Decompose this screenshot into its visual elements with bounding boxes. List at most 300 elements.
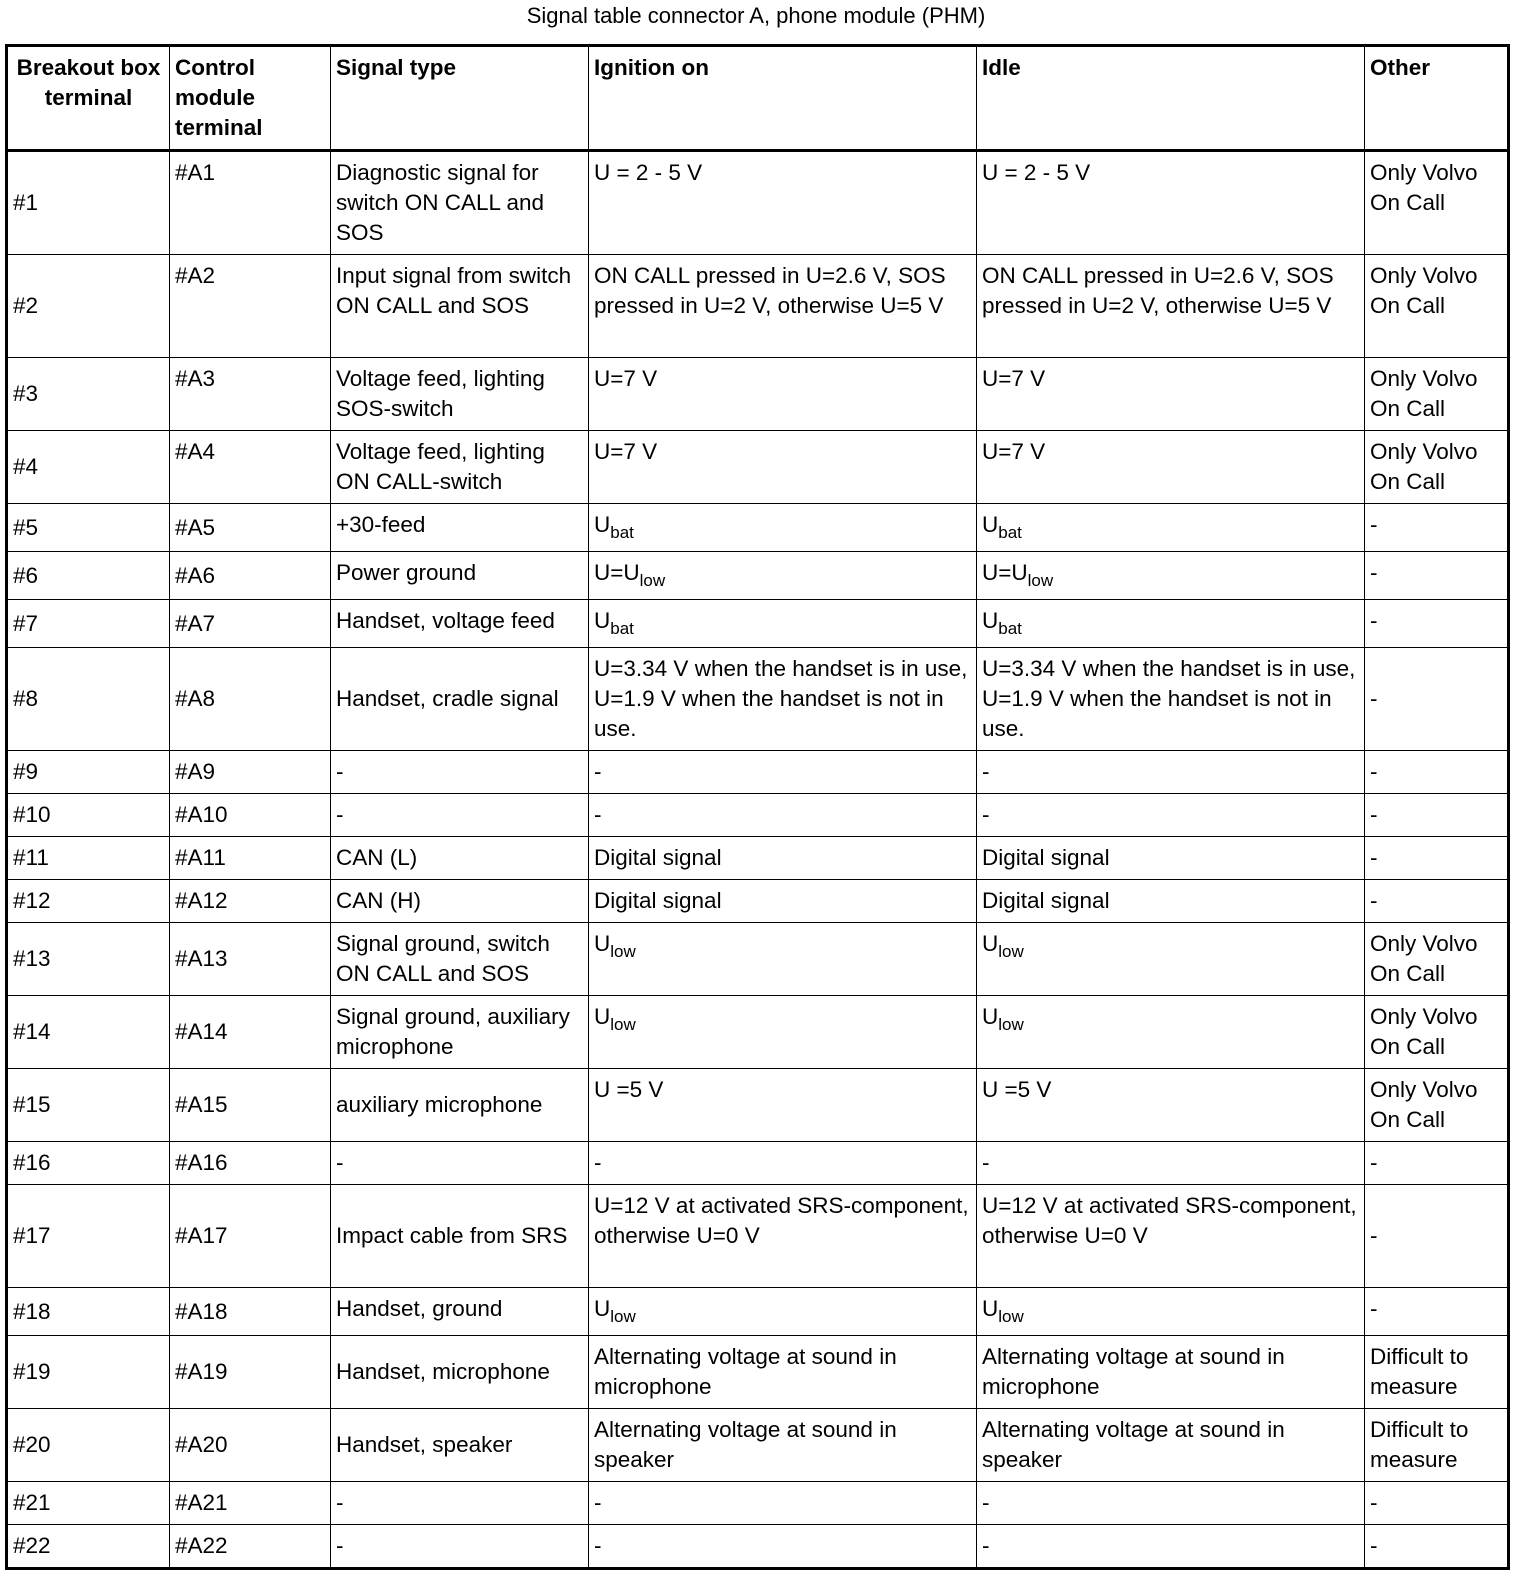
cell-breakout-terminal bbox=[7, 1142, 170, 1185]
cell-breakout-terminal bbox=[7, 1069, 170, 1142]
cell-other bbox=[1365, 1185, 1509, 1288]
cell-ignition-on bbox=[589, 1409, 977, 1482]
cell-breakout-terminal-text: #3 bbox=[13, 381, 39, 406]
cell-control-module-terminal-text: #A5 bbox=[175, 514, 216, 540]
cell-idle-text: Alternating voltage at sound in microphone bbox=[982, 1344, 1285, 1399]
cell-ignition-on bbox=[589, 648, 977, 751]
cell-breakout-terminal-text: #6 bbox=[13, 562, 39, 588]
cell-other-text: - bbox=[1370, 512, 1378, 537]
cell-idle-text: U bbox=[982, 608, 999, 633]
cell-signal-type bbox=[331, 1069, 589, 1142]
cell-signal-type-text: Voltage feed, lighting SOS-switch bbox=[336, 366, 545, 421]
header-row bbox=[7, 46, 1509, 151]
cell-control-module-terminal-text: #A11 bbox=[175, 845, 226, 870]
cell-signal-type-text: +30-feed bbox=[336, 512, 426, 537]
table-row bbox=[7, 431, 1509, 504]
table-row bbox=[7, 151, 1509, 255]
cell-idle-text: U bbox=[982, 1004, 999, 1029]
cell-idle bbox=[977, 837, 1365, 880]
cell-other-text: Only Volvo On Call bbox=[1370, 1077, 1478, 1132]
cell-control-module-terminal bbox=[170, 1525, 331, 1569]
cell-ignition-on bbox=[589, 751, 977, 794]
cell-signal-type-text: - bbox=[336, 1533, 344, 1558]
cell-ignition-on bbox=[589, 552, 977, 600]
cell-other bbox=[1365, 504, 1509, 552]
cell-ignition-on-text: Digital signal bbox=[594, 845, 722, 870]
cell-control-module-terminal-text: #A12 bbox=[175, 888, 228, 913]
table-row bbox=[7, 880, 1509, 923]
cell-other bbox=[1365, 648, 1509, 751]
cell-other-text: - bbox=[1370, 1150, 1378, 1175]
cell-ignition-on-text: U=U bbox=[594, 560, 640, 585]
cell-signal-type-text: - bbox=[336, 802, 344, 827]
cell-breakout-terminal-text: #18 bbox=[13, 1298, 51, 1324]
cell-ignition-on bbox=[589, 1336, 977, 1409]
cell-signal-type-text: Handset, cradle signal bbox=[336, 686, 559, 711]
cell-idle-text: - bbox=[982, 802, 990, 827]
cell-other bbox=[1365, 1482, 1509, 1525]
cell-control-module-terminal bbox=[170, 1142, 331, 1185]
header-other: Other bbox=[1365, 46, 1509, 151]
cell-control-module-terminal bbox=[170, 996, 331, 1069]
cell-ignition-on bbox=[589, 794, 977, 837]
cell-breakout-terminal bbox=[7, 358, 170, 431]
cell-control-module-terminal-text: #A17 bbox=[175, 1223, 228, 1248]
cell-signal-type-text: - bbox=[336, 1490, 344, 1515]
cell-idle bbox=[977, 255, 1365, 358]
table-row bbox=[7, 552, 1509, 600]
cell-breakout-terminal bbox=[7, 751, 170, 794]
cell-control-module-terminal-text: #A10 bbox=[175, 802, 228, 827]
cell-breakout-terminal-text: #10 bbox=[13, 802, 51, 827]
cell-ignition-on-text: U=7 V bbox=[594, 439, 658, 464]
cell-breakout-terminal-text: #15 bbox=[13, 1092, 51, 1117]
cell-idle-text: U=3.34 V when the handset is in use, U=1.9 V when the handset is not in use. bbox=[982, 656, 1356, 741]
cell-breakout-terminal-text: #17 bbox=[13, 1223, 51, 1248]
cell-other bbox=[1365, 1142, 1509, 1185]
cell-idle-text: - bbox=[982, 1150, 990, 1175]
cell-other-text: - bbox=[1370, 759, 1378, 784]
cell-idle bbox=[977, 751, 1365, 794]
cell-ignition-on-text: - bbox=[594, 1490, 602, 1515]
table-row bbox=[7, 923, 1509, 996]
cell-other bbox=[1365, 923, 1509, 996]
cell-idle bbox=[977, 1185, 1365, 1288]
cell-control-module-terminal bbox=[170, 151, 331, 255]
cell-signal-type bbox=[331, 1409, 589, 1482]
cell-control-module-terminal-text: #A19 bbox=[175, 1359, 228, 1384]
cell-ignition-on-subscript: low bbox=[610, 1015, 636, 1034]
cell-idle bbox=[977, 1142, 1365, 1185]
cell-idle-text: U=U bbox=[982, 560, 1028, 585]
cell-other-text: Only Volvo On Call bbox=[1370, 1004, 1478, 1059]
cell-breakout-terminal bbox=[7, 600, 170, 648]
cell-ignition-on-subscript: low bbox=[610, 1307, 636, 1326]
cell-breakout-terminal-text: #8 bbox=[13, 686, 39, 711]
cell-ignition-on bbox=[589, 358, 977, 431]
cell-ignition-on bbox=[589, 996, 977, 1069]
cell-signal-type bbox=[331, 255, 589, 358]
cell-other bbox=[1365, 1069, 1509, 1142]
table-row bbox=[7, 358, 1509, 431]
cell-signal-type bbox=[331, 1288, 589, 1336]
cell-idle bbox=[977, 996, 1365, 1069]
cell-control-module-terminal-text: #A2 bbox=[175, 263, 216, 288]
cell-other-text: - bbox=[1370, 1533, 1378, 1558]
cell-signal-type-text: - bbox=[336, 1150, 344, 1175]
cell-idle bbox=[977, 1409, 1365, 1482]
cell-ignition-on-text: U bbox=[594, 1296, 611, 1321]
cell-signal-type-text: Signal ground, switch ON CALL and SOS bbox=[336, 931, 550, 986]
cell-signal-type bbox=[331, 996, 589, 1069]
cell-signal-type-text: Handset, voltage feed bbox=[336, 608, 555, 633]
cell-control-module-terminal bbox=[170, 1185, 331, 1288]
cell-ignition-on bbox=[589, 1142, 977, 1185]
cell-signal-type-text: Voltage feed, lighting ON CALL-switch bbox=[336, 439, 545, 494]
table-row bbox=[7, 648, 1509, 751]
cell-control-module-terminal bbox=[170, 1336, 331, 1409]
cell-control-module-terminal bbox=[170, 1288, 331, 1336]
cell-breakout-terminal bbox=[7, 504, 170, 552]
cell-control-module-terminal bbox=[170, 880, 331, 923]
table-row bbox=[7, 751, 1509, 794]
cell-other bbox=[1365, 255, 1509, 358]
cell-ignition-on bbox=[589, 504, 977, 552]
cell-breakout-terminal bbox=[7, 431, 170, 504]
table-row bbox=[7, 1069, 1509, 1142]
cell-signal-type-text: Handset, microphone bbox=[336, 1359, 550, 1384]
table-row bbox=[7, 1288, 1509, 1336]
cell-breakout-terminal-text: #4 bbox=[13, 454, 39, 479]
cell-breakout-terminal bbox=[7, 648, 170, 751]
cell-other-text: Only Volvo On Call bbox=[1370, 263, 1478, 318]
cell-idle-text: - bbox=[982, 1490, 990, 1515]
cell-other bbox=[1365, 1409, 1509, 1482]
table-row bbox=[7, 600, 1509, 648]
cell-breakout-terminal bbox=[7, 1409, 170, 1482]
cell-other-text: Only Volvo On Call bbox=[1370, 366, 1478, 421]
cell-control-module-terminal bbox=[170, 648, 331, 751]
header-ignition-on: Ignition on bbox=[589, 46, 977, 151]
cell-ignition-on-text: - bbox=[594, 759, 602, 784]
cell-idle-text: U bbox=[982, 512, 999, 537]
cell-idle-text: Alternating voltage at sound in speaker bbox=[982, 1417, 1285, 1472]
header-control-module-terminal: Control module terminal bbox=[170, 46, 331, 151]
cell-idle bbox=[977, 1069, 1365, 1142]
cell-breakout-terminal-text: #22 bbox=[13, 1533, 51, 1558]
cell-breakout-terminal bbox=[7, 996, 170, 1069]
cell-signal-type-text: Handset, ground bbox=[336, 1296, 503, 1321]
cell-signal-type bbox=[331, 923, 589, 996]
table-row bbox=[7, 837, 1509, 880]
table-row bbox=[7, 1525, 1509, 1569]
cell-ignition-on-text: ON CALL pressed in U=2.6 V, SOS pressed in U=2 V, otherwise U=5 V bbox=[594, 263, 946, 318]
cell-ignition-on bbox=[589, 1069, 977, 1142]
table-row bbox=[7, 1336, 1509, 1409]
cell-breakout-terminal bbox=[7, 1336, 170, 1409]
cell-control-module-terminal bbox=[170, 358, 331, 431]
cell-idle bbox=[977, 552, 1365, 600]
cell-ignition-on-text: U=12 V at activated SRS-component, otherwise U=0 V bbox=[594, 1193, 969, 1248]
cell-ignition-on bbox=[589, 431, 977, 504]
cell-control-module-terminal-text: #A14 bbox=[175, 1019, 228, 1044]
cell-control-module-terminal-text: #A4 bbox=[175, 439, 216, 464]
cell-other-text: - bbox=[1370, 1223, 1378, 1248]
cell-ignition-on bbox=[589, 1288, 977, 1336]
cell-signal-type bbox=[331, 648, 589, 751]
cell-other bbox=[1365, 151, 1509, 255]
cell-idle bbox=[977, 1482, 1365, 1525]
cell-other-text: Only Volvo On Call bbox=[1370, 160, 1478, 215]
cell-ignition-on-text: U=7 V bbox=[594, 366, 658, 391]
cell-idle bbox=[977, 1525, 1365, 1569]
cell-signal-type bbox=[331, 600, 589, 648]
cell-ignition-on bbox=[589, 1482, 977, 1525]
cell-control-module-terminal-text: #A20 bbox=[175, 1432, 228, 1457]
cell-signal-type bbox=[331, 880, 589, 923]
cell-ignition-on-text: U =5 V bbox=[594, 1077, 664, 1102]
cell-ignition-on-subscript: bat bbox=[610, 619, 634, 638]
cell-control-module-terminal bbox=[170, 1482, 331, 1525]
cell-signal-type-text: Impact cable from SRS bbox=[336, 1223, 568, 1248]
cell-idle-subscript: low bbox=[998, 1307, 1024, 1326]
cell-idle bbox=[977, 880, 1365, 923]
cell-other-text: - bbox=[1370, 845, 1378, 870]
cell-other bbox=[1365, 880, 1509, 923]
cell-control-module-terminal-text: #A7 bbox=[175, 610, 216, 636]
cell-control-module-terminal-text: #A6 bbox=[175, 562, 216, 588]
cell-other-text: - bbox=[1370, 560, 1378, 585]
cell-ignition-on-text: - bbox=[594, 1150, 602, 1175]
cell-other-text: - bbox=[1370, 686, 1378, 711]
cell-signal-type bbox=[331, 1142, 589, 1185]
cell-other bbox=[1365, 751, 1509, 794]
cell-idle bbox=[977, 431, 1365, 504]
cell-ignition-on-text: Alternating voltage at sound in microphone bbox=[594, 1344, 897, 1399]
table-title: Signal table connector A, phone module (PHM) bbox=[526, 3, 986, 28]
cell-ignition-on-subscript: bat bbox=[610, 523, 634, 542]
cell-breakout-terminal-text: #11 bbox=[13, 845, 49, 870]
cell-breakout-terminal bbox=[7, 880, 170, 923]
cell-breakout-terminal-text: #5 bbox=[13, 514, 39, 540]
cell-idle bbox=[977, 1288, 1365, 1336]
cell-signal-type bbox=[331, 1525, 589, 1569]
cell-ignition-on-text: U = 2 - 5 V bbox=[594, 160, 703, 185]
cell-breakout-terminal bbox=[7, 1525, 170, 1569]
cell-signal-type-text: Signal ground, auxiliary microphone bbox=[336, 1004, 570, 1059]
table-row bbox=[7, 504, 1509, 552]
cell-breakout-terminal bbox=[7, 552, 170, 600]
cell-other-text: Difficult to measure bbox=[1370, 1417, 1469, 1472]
cell-breakout-terminal bbox=[7, 151, 170, 255]
table-row bbox=[7, 1482, 1509, 1525]
cell-breakout-terminal bbox=[7, 255, 170, 358]
cell-signal-type-text: CAN (H) bbox=[336, 888, 421, 913]
cell-ignition-on-text: U bbox=[594, 931, 611, 956]
cell-idle-subscript: bat bbox=[998, 619, 1022, 638]
cell-breakout-terminal-text: #12 bbox=[13, 888, 51, 913]
cell-idle bbox=[977, 504, 1365, 552]
cell-signal-type bbox=[331, 1482, 589, 1525]
cell-breakout-terminal-text: #1 bbox=[13, 190, 39, 215]
cell-other-text: Only Volvo On Call bbox=[1370, 931, 1478, 986]
cell-other bbox=[1365, 1336, 1509, 1409]
cell-other bbox=[1365, 996, 1509, 1069]
cell-other-text: - bbox=[1370, 802, 1378, 827]
cell-ignition-on bbox=[589, 255, 977, 358]
cell-other-text: - bbox=[1370, 1296, 1378, 1321]
cell-control-module-terminal-text: #A1 bbox=[175, 160, 216, 185]
cell-signal-type-text: Diagnostic signal for switch ON CALL and SOS bbox=[336, 160, 545, 245]
cell-other bbox=[1365, 1288, 1509, 1336]
cell-idle-text: U=7 V bbox=[982, 439, 1046, 464]
cell-other bbox=[1365, 431, 1509, 504]
cell-idle-text: Digital signal bbox=[982, 845, 1110, 870]
cell-breakout-terminal-text: #16 bbox=[13, 1150, 51, 1175]
cell-idle bbox=[977, 648, 1365, 751]
cell-ignition-on bbox=[589, 837, 977, 880]
cell-control-module-terminal bbox=[170, 431, 331, 504]
cell-other-text: - bbox=[1370, 888, 1378, 913]
cell-breakout-terminal-text: #9 bbox=[13, 759, 39, 784]
cell-control-module-terminal bbox=[170, 1069, 331, 1142]
cell-idle-text: ON CALL pressed in U=2.6 V, SOS pressed in U=2 V, otherwise U=5 V bbox=[982, 263, 1334, 318]
cell-ignition-on-text: - bbox=[594, 802, 602, 827]
cell-breakout-terminal-text: #21 bbox=[13, 1490, 51, 1515]
cell-other-text: - bbox=[1370, 1490, 1378, 1515]
cell-other-text: - bbox=[1370, 608, 1378, 633]
cell-ignition-on bbox=[589, 1185, 977, 1288]
cell-signal-type bbox=[331, 431, 589, 504]
header-idle: Idle bbox=[977, 46, 1365, 151]
cell-other bbox=[1365, 358, 1509, 431]
cell-ignition-on bbox=[589, 923, 977, 996]
cell-idle bbox=[977, 151, 1365, 255]
cell-breakout-terminal-text: #2 bbox=[13, 293, 39, 318]
cell-idle-text: U bbox=[982, 931, 999, 956]
cell-breakout-terminal-text: #20 bbox=[13, 1432, 51, 1457]
cell-breakout-terminal bbox=[7, 837, 170, 880]
cell-breakout-terminal bbox=[7, 923, 170, 996]
cell-idle bbox=[977, 1336, 1365, 1409]
cell-signal-type bbox=[331, 504, 589, 552]
table-row bbox=[7, 996, 1509, 1069]
cell-signal-type bbox=[331, 837, 589, 880]
cell-signal-type-text: Input signal from switch ON CALL and SOS bbox=[336, 263, 572, 318]
cell-breakout-terminal-text: #7 bbox=[13, 610, 39, 636]
cell-signal-type bbox=[331, 751, 589, 794]
header-signal-type: Signal type bbox=[331, 46, 589, 151]
cell-idle-text: - bbox=[982, 759, 990, 784]
cell-ignition-on-text: Digital signal bbox=[594, 888, 722, 913]
cell-signal-type-text: - bbox=[336, 759, 344, 784]
cell-signal-type bbox=[331, 1336, 589, 1409]
cell-idle bbox=[977, 600, 1365, 648]
cell-signal-type bbox=[331, 794, 589, 837]
cell-control-module-terminal bbox=[170, 504, 331, 552]
cell-signal-type-text: Handset, speaker bbox=[336, 1432, 513, 1457]
cell-other-text: Only Volvo On Call bbox=[1370, 439, 1478, 494]
cell-idle bbox=[977, 923, 1365, 996]
cell-control-module-terminal-text: #A15 bbox=[175, 1092, 228, 1117]
cell-other bbox=[1365, 600, 1509, 648]
cell-ignition-on-subscript: low bbox=[610, 942, 636, 961]
cell-idle-subscript: low bbox=[998, 942, 1024, 961]
cell-breakout-terminal bbox=[7, 794, 170, 837]
cell-control-module-terminal-text: #A13 bbox=[175, 946, 228, 971]
cell-breakout-terminal-text: #13 bbox=[13, 946, 51, 971]
cell-ignition-on-text: U bbox=[594, 1004, 611, 1029]
cell-ignition-on-text: Alternating voltage at sound in speaker bbox=[594, 1417, 897, 1472]
cell-idle-text: - bbox=[982, 1533, 990, 1558]
cell-signal-type bbox=[331, 151, 589, 255]
cell-ignition-on-text: U=3.34 V when the handset is in use, U=1.9 V when the handset is not in use. bbox=[594, 656, 968, 741]
cell-control-module-terminal-text: #A9 bbox=[175, 759, 216, 784]
cell-idle-text: Digital signal bbox=[982, 888, 1110, 913]
signal-table bbox=[5, 44, 1510, 1570]
cell-other bbox=[1365, 837, 1509, 880]
cell-ignition-on bbox=[589, 600, 977, 648]
cell-idle-text: U = 2 - 5 V bbox=[982, 160, 1091, 185]
cell-signal-type bbox=[331, 1185, 589, 1288]
cell-control-module-terminal bbox=[170, 600, 331, 648]
cell-idle-text: U =5 V bbox=[982, 1077, 1052, 1102]
cell-signal-type bbox=[331, 552, 589, 600]
cell-ignition-on-text: U bbox=[594, 608, 611, 633]
cell-control-module-terminal-text: #A16 bbox=[175, 1150, 228, 1175]
cell-control-module-terminal bbox=[170, 1409, 331, 1482]
cell-breakout-terminal-text: #14 bbox=[13, 1019, 51, 1044]
cell-other bbox=[1365, 1525, 1509, 1569]
cell-ignition-on-subscript: low bbox=[639, 571, 666, 590]
cell-idle-text: U=12 V at activated SRS-component, otherwise U=0 V bbox=[982, 1193, 1357, 1248]
table-row bbox=[7, 1185, 1509, 1288]
cell-breakout-terminal bbox=[7, 1185, 170, 1288]
table-row bbox=[7, 1142, 1509, 1185]
cell-control-module-terminal-text: #A8 bbox=[175, 686, 216, 711]
table-row bbox=[7, 255, 1509, 358]
cell-signal-type-text: Power ground bbox=[336, 560, 477, 585]
cell-control-module-terminal bbox=[170, 751, 331, 794]
cell-ignition-on-text: - bbox=[594, 1533, 602, 1558]
cell-control-module-terminal bbox=[170, 923, 331, 996]
cell-breakout-terminal-text: #19 bbox=[13, 1359, 51, 1384]
cell-control-module-terminal bbox=[170, 837, 331, 880]
cell-breakout-terminal bbox=[7, 1482, 170, 1525]
cell-other bbox=[1365, 794, 1509, 837]
cell-breakout-terminal bbox=[7, 1288, 170, 1336]
cell-ignition-on bbox=[589, 880, 977, 923]
cell-ignition-on bbox=[589, 1525, 977, 1569]
cell-idle-subscript: low bbox=[998, 1015, 1024, 1034]
cell-control-module-terminal-text: #A3 bbox=[175, 366, 216, 391]
cell-idle bbox=[977, 794, 1365, 837]
cell-idle-subscript: low bbox=[1027, 571, 1054, 590]
cell-control-module-terminal-text: #A18 bbox=[175, 1298, 228, 1324]
cell-ignition-on bbox=[589, 151, 977, 255]
header-breakout-box-terminal: Breakout box terminal bbox=[7, 46, 170, 151]
cell-ignition-on-text: U bbox=[594, 512, 611, 537]
cell-signal-type bbox=[331, 358, 589, 431]
table-body bbox=[7, 151, 1509, 1569]
cell-signal-type-text: auxiliary microphone bbox=[336, 1092, 543, 1117]
table-row bbox=[7, 1409, 1509, 1482]
cell-idle-subscript: bat bbox=[998, 523, 1022, 542]
cell-control-module-terminal bbox=[170, 552, 331, 600]
cell-other bbox=[1365, 552, 1509, 600]
cell-control-module-terminal-text: #A22 bbox=[175, 1533, 228, 1558]
cell-idle-text: U bbox=[982, 1296, 999, 1321]
